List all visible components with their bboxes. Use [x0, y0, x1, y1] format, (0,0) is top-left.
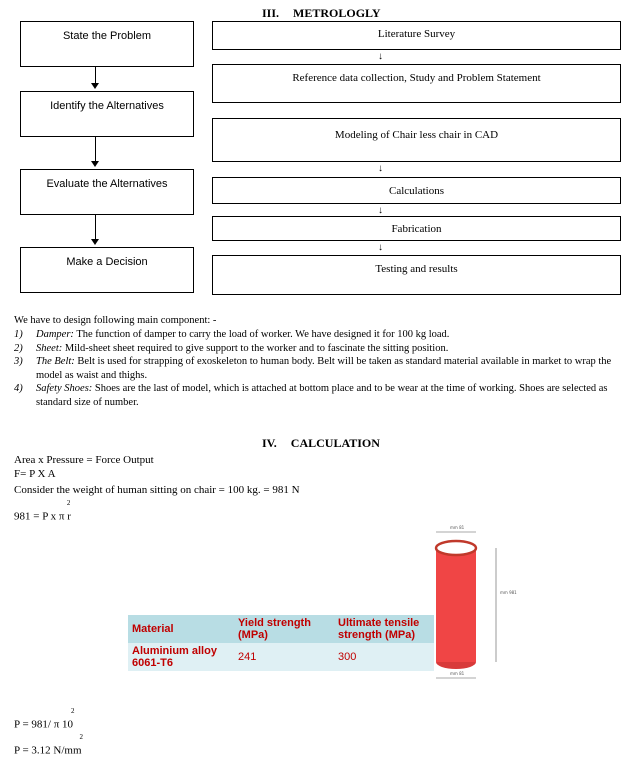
- down-arrow-icon: ↓: [378, 205, 383, 216]
- flow-box-reference-data: Reference data collection, Study and Problem Statement: [212, 64, 621, 103]
- calc-line: Consider the weight of human sitting on chair = 100 kg. = 981 N: [14, 484, 300, 496]
- flow-box-state-problem: State the Problem: [20, 21, 194, 67]
- section-number: III.: [262, 6, 280, 20]
- down-arrow-icon: ↓: [378, 51, 383, 62]
- components-list: [14, 315, 632, 409]
- section-heading-calculation: [262, 436, 380, 451]
- flow-arrow: [95, 67, 96, 83]
- dimension-label-bottom: mm 81: [450, 671, 465, 676]
- table-header-row: [128, 615, 434, 643]
- calc-line: Area x Pressure = Force Output: [14, 454, 154, 466]
- section-title: CALCULATION: [290, 436, 380, 450]
- section-title: METROLOGLY: [293, 6, 381, 20]
- flow-box-testing-results: Testing and results: [212, 255, 621, 295]
- cylinder-top: [436, 541, 476, 555]
- list-item: 1) Damper: The function of damper to carry the load of worker. We have designed it for 100 kg load.: [14, 329, 450, 340]
- flow-box-fabrication: Fabrication: [212, 216, 621, 241]
- material-table: [128, 615, 434, 671]
- components-intro: We have to design following main component: -: [14, 315, 217, 326]
- flow-box-identify-alternatives: Identify the Alternatives: [20, 91, 194, 137]
- table-cell: 300: [334, 643, 434, 671]
- down-arrow-icon: ↓: [378, 242, 383, 253]
- dimension-label-side: mm 981: [500, 590, 517, 595]
- cylinder-diagram: [424, 520, 534, 684]
- list-item: 3) The Belt: Belt is used for strapping of exoskeleton to human body. Belt will be taken as standard material available in market to wrap the model as waist and thighs.: [14, 356, 612, 381]
- arrow-head-icon: [91, 239, 99, 245]
- arrow-head-icon: [91, 83, 99, 89]
- table-header-cell: Yield strength (MPa): [234, 615, 334, 643]
- section-number: IV.: [262, 436, 277, 450]
- table-cell: Aluminium alloy 6061-T6: [128, 643, 234, 671]
- section-heading-metrology: [262, 6, 381, 21]
- calc-line: F= P X A: [14, 468, 56, 480]
- arrow-head-icon: [91, 161, 99, 167]
- calc-line-equation: P = 981/ π $10^2$: [14, 707, 75, 731]
- flow-box-cad-modeling: Modeling of Chair less chair in CAD: [212, 118, 621, 162]
- calc-line-equation: P = 3.12 $N/mm^2$: [14, 733, 84, 757]
- table-header-cell: Material: [128, 615, 234, 643]
- flow-arrow: [95, 215, 96, 239]
- flow-box-calculations: Calculations: [212, 177, 621, 204]
- cylinder-body: [436, 548, 476, 662]
- flow-arrow: [95, 137, 96, 161]
- dimension-label-top: mm 81: [450, 525, 465, 530]
- list-item: 4) Safety Shoes: Shoes are the last of model, which is attached at bottom place and to be wear at the time of working. Shoes are selected as standard size of number.: [14, 383, 608, 408]
- flow-box-evaluate-alternatives: Evaluate the Alternatives: [20, 169, 194, 215]
- table-header-cell: Ultimate tensile strength (MPa): [334, 615, 434, 643]
- list-item: 2) Sheet: Mild-sheet sheet required to give support to the worker and to fascinate the sitting position.: [14, 342, 449, 354]
- table-cell: 241: [234, 643, 334, 671]
- table-row: [128, 643, 434, 671]
- flow-box-make-decision: Make a Decision: [20, 247, 194, 293]
- flow-box-literature-survey: Literature Survey: [212, 21, 621, 50]
- down-arrow-icon: ↓: [378, 163, 383, 174]
- calc-line-equation: 981 = P x π $r^2$: [14, 499, 71, 523]
